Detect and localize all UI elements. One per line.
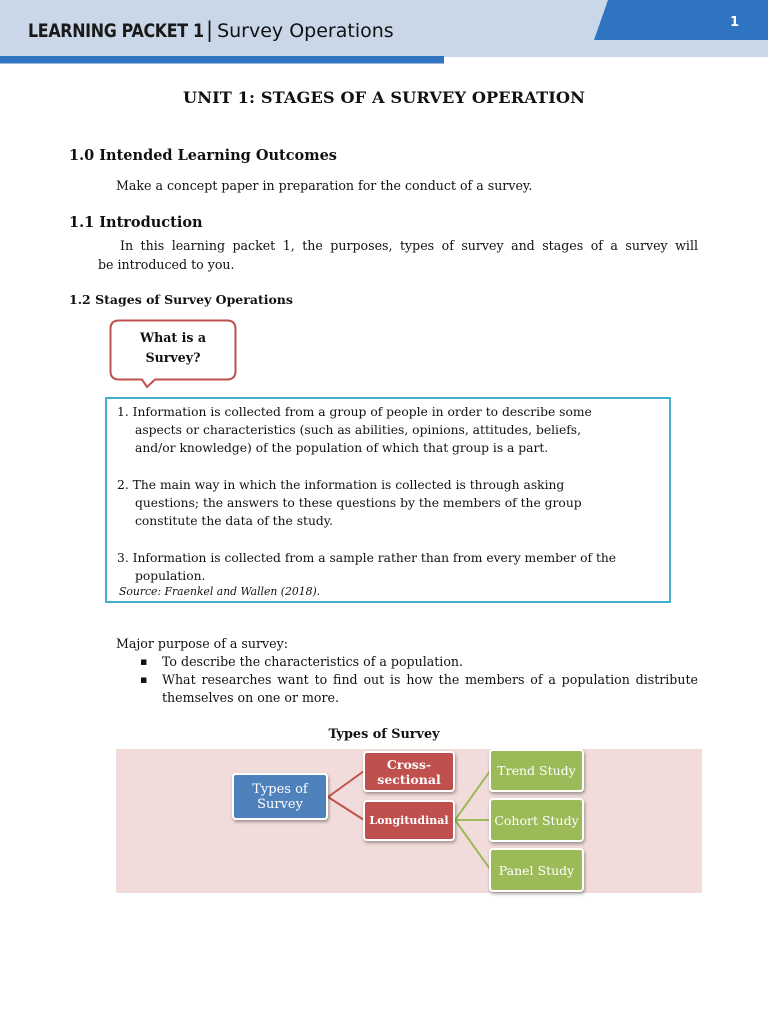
header-subtitle: Survey Operations [217,20,394,42]
purpose-bullet-2: ▪ What researches want to find out is how the members of a population distribute themselves on one or more. [140,671,698,707]
packet-brand: LEARNING PACKET 1 [28,21,204,42]
intro-line-1: In this learning packet 1, the purposes, types of survey and stages of a survey will [120,238,698,253]
connector-longitudinal-trend [455,771,490,820]
item2-line2: questions; the answers to these questions by the members of the group [135,496,582,510]
purpose-bullet-1: ▪ To describe the characteristics of a population. [140,653,698,671]
intro-heading: 1.1 Introduction [69,214,203,231]
connector-root-longitudinal [328,797,364,820]
node-cross-sectional: Cross-sectional [363,751,455,792]
unit-title: UNIT 1: STAGES OF A SURVEY OPERATION [183,88,585,107]
definition-source: Source: Fraenkel and Wallen (2018). [119,585,321,598]
node-panel-study: Panel Study [489,848,584,892]
callout-line-2: Survey? [145,350,201,365]
purpose-intro: Major purpose of a survey: [116,636,288,651]
item1-line3: and/or knowledge) of the population of which that group is a part. [135,441,549,455]
node-types-of-survey: Types of Survey [232,773,328,820]
node-longitudinal: Longitudinal [363,800,455,841]
item3-line1: 3. Information is collected from a sample rather than from every member of the [117,551,617,565]
outcomes-text: Make a concept paper in preparation for the conduct of a survey. [116,178,533,193]
node-cohort-study: Cohort Study [489,798,584,842]
header-separator: | [206,18,214,42]
item2-line3: constitute the data of the study. [135,514,333,528]
item1-line2: aspects or characteristics (such as abilities, opinions, attitudes, beliefs, [135,423,582,437]
intro-line-2: be introduced to you. [98,257,235,272]
item3-line2: population. [135,569,206,583]
node-trend-study: Trend Study [489,749,584,792]
page-number: 1 [730,15,740,30]
connector-root-cross [328,771,364,797]
item2-line1: 2. The main way in which the information is collected is through asking [117,478,565,492]
connector-longitudinal-panel [455,820,490,869]
outcomes-heading: 1.0 Intended Learning Outcomes [69,147,337,164]
stages-heading: 1.2 Stages of Survey Operations [69,292,293,307]
item1-line1: 1. Information is collected from a group of people in order to describe some [117,405,592,419]
diagram-title: Types of Survey [328,727,440,742]
callout-line-1: What is a [139,330,207,345]
